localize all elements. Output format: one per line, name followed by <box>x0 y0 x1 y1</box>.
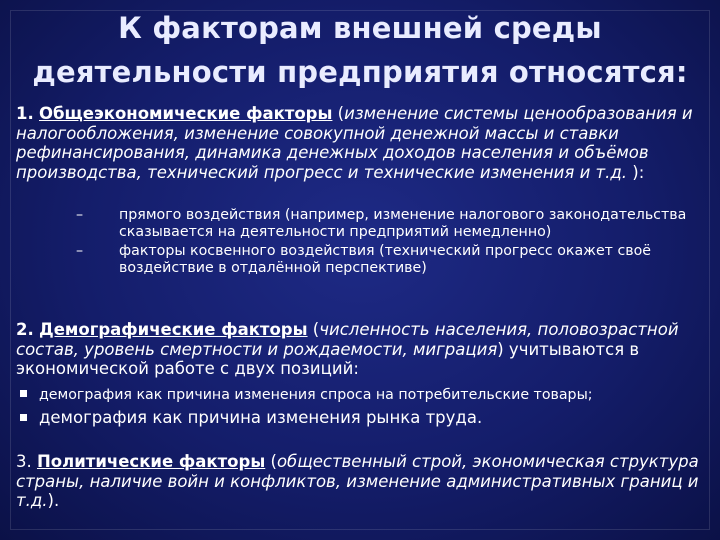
square-bullet-icon <box>20 414 27 421</box>
section-details: общественный строй, экономическая структура страны, наличие войн и конфликтов, изменение административных границ и т.д. <box>16 452 699 510</box>
list-item-text: факторы косвенного воздействия (технический прогресс окажет своё воздействие в отдалённой перспективе) <box>119 243 652 276</box>
section-number: 3. <box>16 452 32 471</box>
list-item-text: демография как причина изменения спроса на потребительские товары; <box>39 387 593 403</box>
section-details: численность населения, половозрастной состав, уровень смертности и рождаемости, миграция <box>16 320 679 359</box>
section-category: Политические факторы <box>37 452 266 471</box>
list-item <box>76 207 696 241</box>
paren-open: ( <box>307 320 320 339</box>
economic-subfactors-list <box>76 207 696 279</box>
section-tail: ) учитываются в экономической работе с двух позиций: <box>16 339 640 378</box>
paren-close: ). <box>47 491 60 510</box>
section-number: 2. <box>16 320 34 339</box>
list-item-text: прямого воздействия (например, изменение налогового законодательства сказывается на деятельности предприятий немедленно) <box>119 207 687 240</box>
dash-marker: – <box>76 243 84 259</box>
section-demographic <box>16 320 706 379</box>
section-details: изменение системы ценообразования и налогообложения, изменение совокупной денежной массы и ставки рефинансирования, динамика денежных доходов населения и объёмов производства, технический прогресс и технические изменения и т.д. <box>16 104 693 182</box>
section-category: Общеэкономические факторы <box>39 104 333 123</box>
slide-title <box>0 6 720 94</box>
section-number: 1. <box>16 104 34 123</box>
demographic-positions-list <box>20 386 710 432</box>
section-economic <box>16 104 706 182</box>
section-category: Демографические факторы <box>39 320 308 339</box>
list-item <box>20 386 710 404</box>
square-bullet-icon <box>20 390 27 397</box>
list-item-text: демография как причина изменения рынка труда. <box>39 408 483 427</box>
paren-close: ): <box>627 162 645 182</box>
list-item <box>20 408 710 428</box>
dash-marker: – <box>76 207 84 223</box>
paren-open: ( <box>265 452 277 471</box>
section-political <box>16 452 706 511</box>
title-line-1: К факторам внешней среды <box>118 11 602 45</box>
list-item <box>76 243 696 277</box>
paren-open: ( <box>332 104 345 123</box>
title-line-2: деятельности предприятия относятся: <box>32 55 688 89</box>
